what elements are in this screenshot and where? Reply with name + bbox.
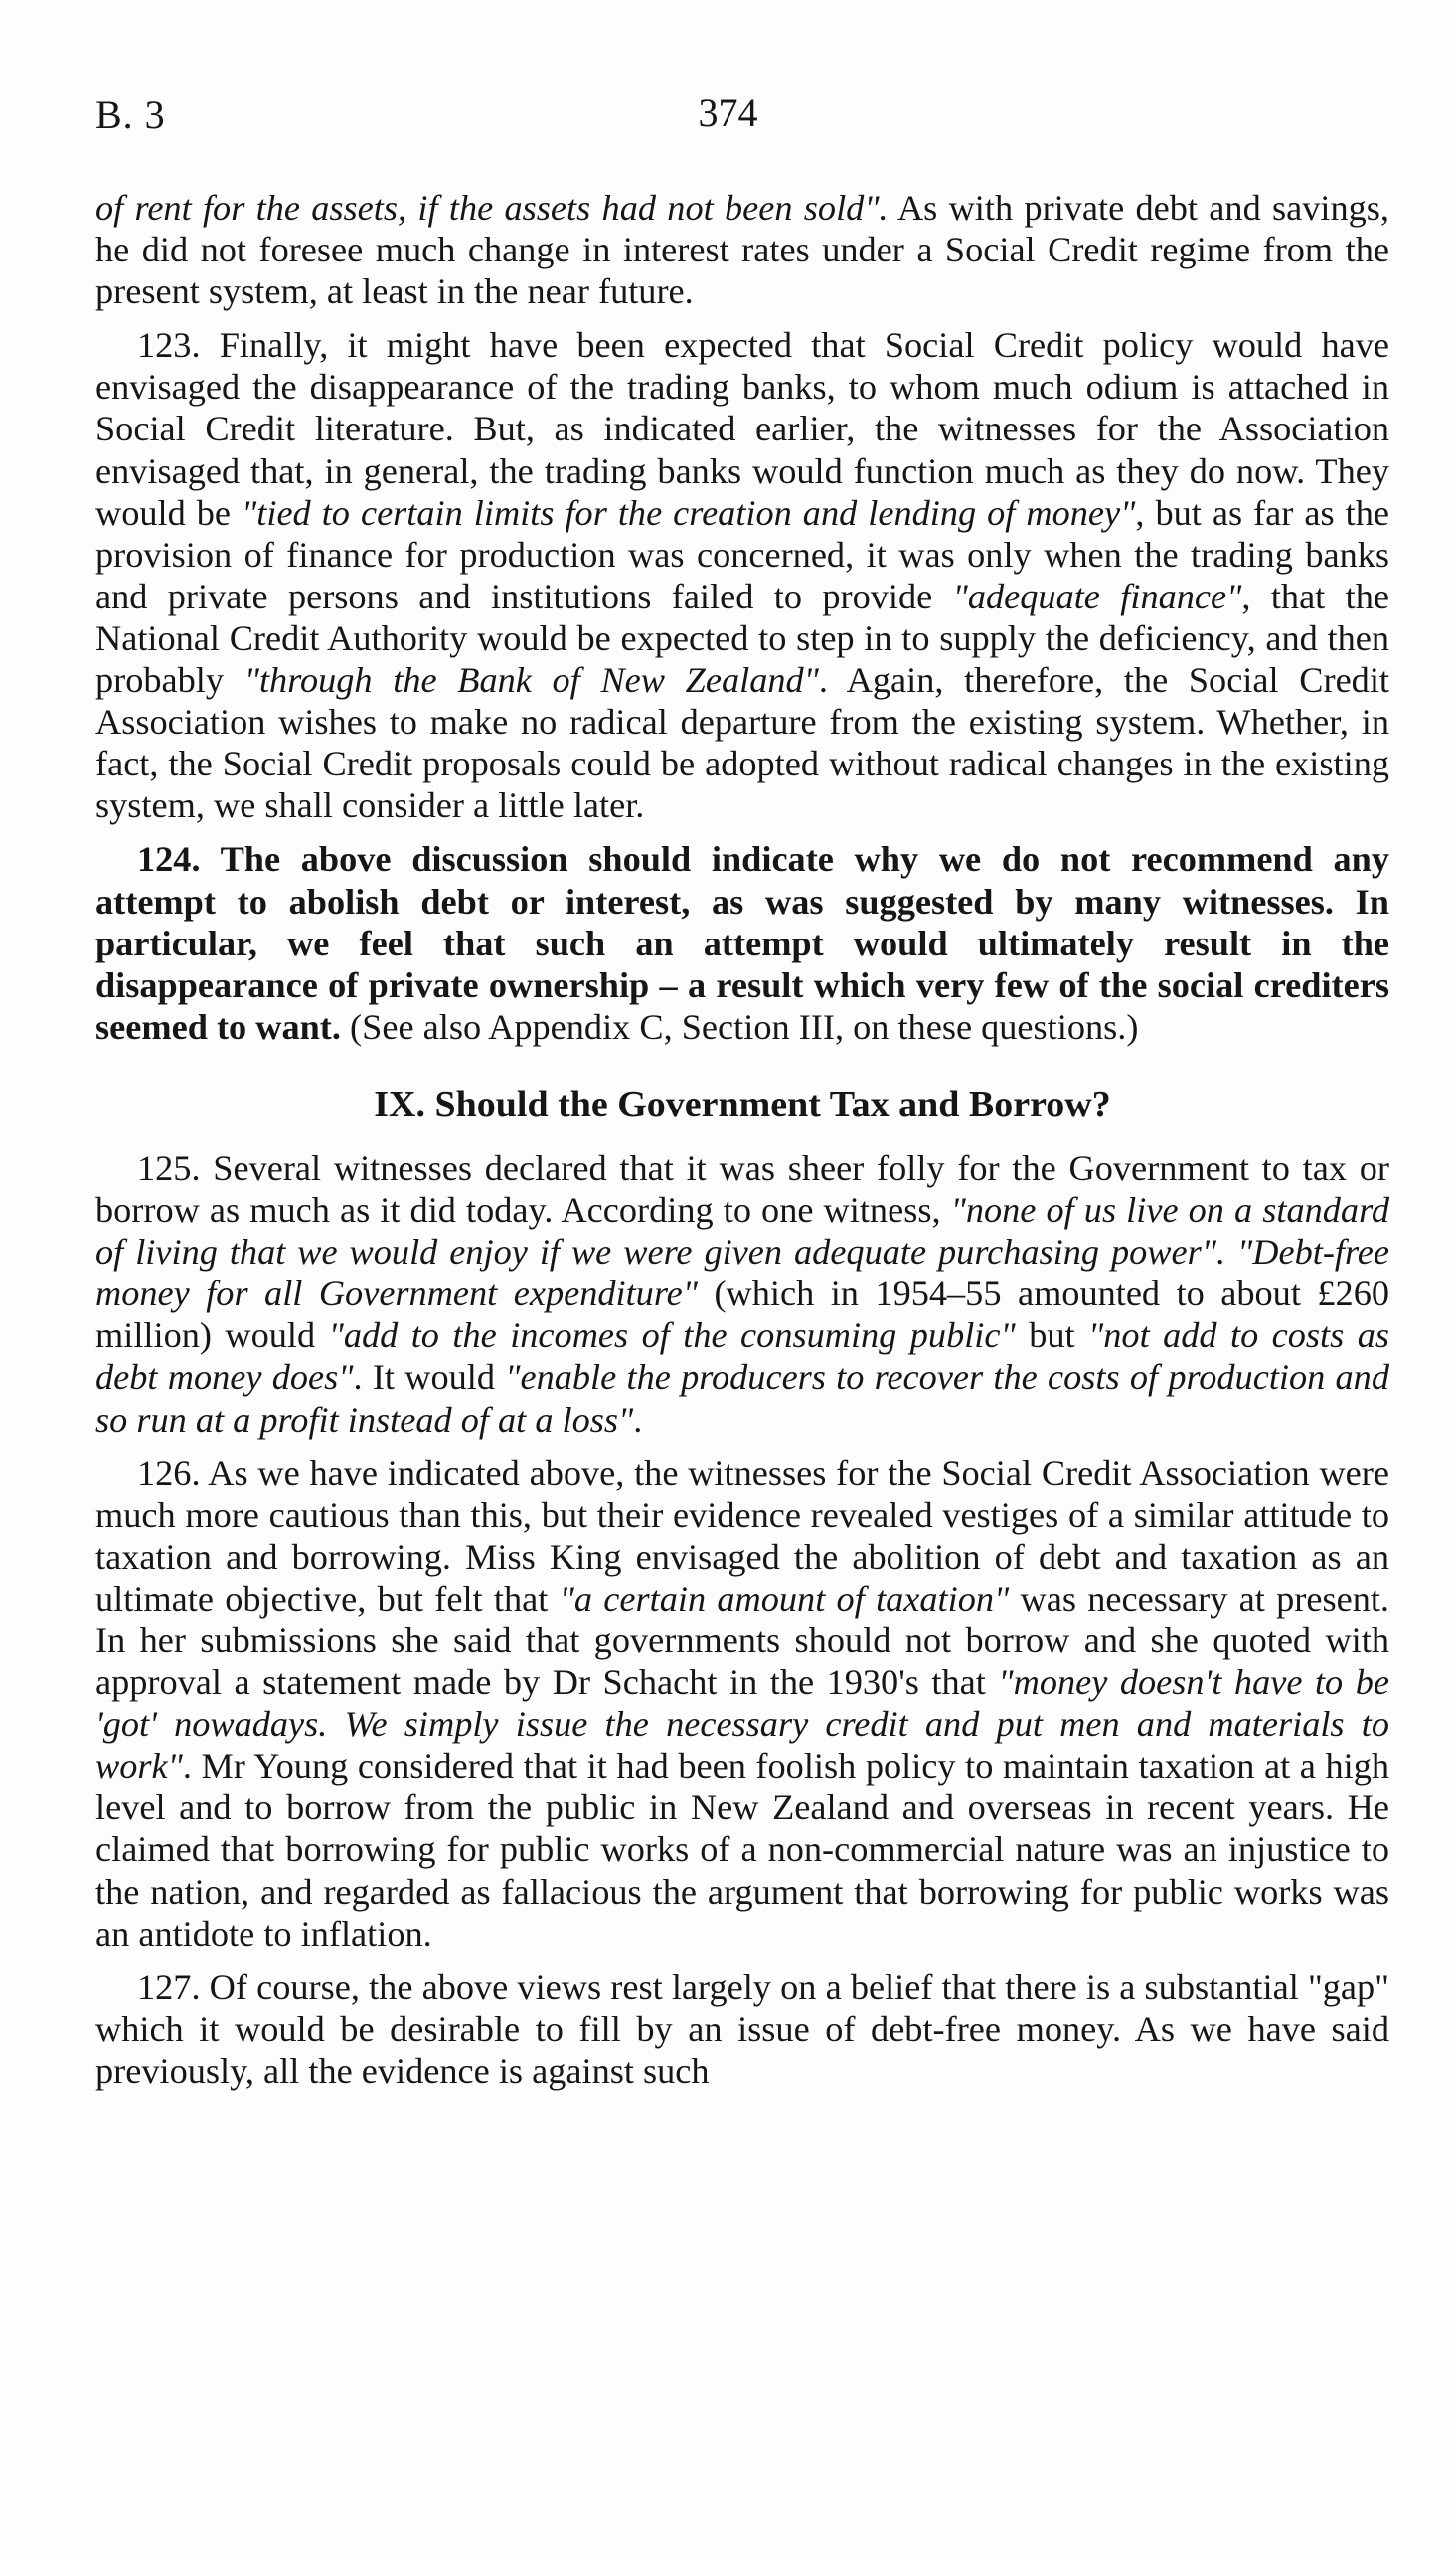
text-span: (See also Appendix C, Section III, on these questions.) — [340, 1006, 1139, 1047]
paragraph-127 — [95, 1966, 1389, 2092]
text-span: . Again, therefore, the Social Credit Association wishes to make no radical departure from the existing system. Whether, in fact, the Social Credit proposals could be adopted without radical changes in the existing system, we shall consider a little later. — [95, 660, 1389, 826]
report-code: B. 3 — [95, 92, 166, 137]
text-span: . Mr Young considered that it had been foolish policy to maintain taxation at a high level and to borrow from the public in New Zealand and overseas in recent years. He claimed that borrowing for public works of a non-commercial nature was an injustice to the nation, and regarded as fallacious the argument that borrowing for public works was an antidote to inflation. — [95, 1746, 1389, 1954]
text-span: As with private debt and savings, he did not foresee much change in interest rates under a Social Credit regime from the present system, at least in the near future. — [95, 188, 1389, 312]
quote-span: "none of us live on a standard of living that we would enjoy if we were given adequate purchasing power". "Debt-free money for all Government expenditure" — [95, 1190, 1389, 1314]
page-number: 374 — [698, 90, 758, 135]
text-span: 126. As we have indicated above, the witnesses for the Social Credit Association were much more cautious than this, but their evidence revealed vestiges of a similar attitude to taxation and borrowing. Miss King envisaged the abolition of debt and taxation as an ultimate objective, but felt that — [95, 1452, 1389, 1619]
text-span: was necessary at present. In her submissions she said that governments should not borrow and she quoted with approval a statement made by Dr Schacht in the 1930's that — [95, 1578, 1390, 1703]
text-span: , but as far as the provision of finance for production was concerned, it was only when the trading banks and private persons and institutions failed to provide — [95, 492, 1389, 616]
quote-span: of rent for the assets, if the assets had not been sold". — [95, 188, 889, 228]
text-span: . — [633, 1399, 643, 1440]
paragraph-125 — [95, 1147, 1389, 1441]
paragraph-123 — [95, 324, 1389, 826]
bold-span: 124. The above discussion should indicate why we do not recommend any attempt to abolish debt or interest, as was suggested by many witnesses. In particular, we feel that such an attempt would ultimately result in the disappearance of private ownership – a result which very few of the social crediters seemed to want. — [95, 839, 1389, 1047]
quote-span: "not add to costs as debt money does" — [95, 1315, 1389, 1398]
text-span: 125. Several witnesses declared that it was sheer folly for the Government to tax or borrow as much as it did today. According to one witness, — [95, 1147, 1389, 1231]
paragraph-124 — [95, 838, 1389, 1047]
text-span: (which in 1954–55 amounted to about £260 million) would — [95, 1274, 1389, 1356]
quote-span: "through the Bank of New Zealand" — [243, 660, 819, 701]
text-span: . It would — [353, 1357, 506, 1398]
section-heading: IX. Should the Government Tax and Borrow? — [374, 1083, 1111, 1125]
quote-span: "money doesn't have to be 'got' nowadays. We simply issue the necessary credit and put men and materials to work" — [95, 1662, 1389, 1787]
text-span: , that the National Credit Authority would be expected to step in to supply the deficiency, and then probably — [95, 576, 1389, 701]
quote-span: "tied to certain limits for the creation and lending of money" — [242, 492, 1136, 533]
quote-span: "add to the incomes of the consuming public" — [328, 1315, 1016, 1356]
text-span: but — [1015, 1315, 1089, 1356]
quote-span: "a certain amount of taxation" — [559, 1578, 1010, 1619]
text-span: 123. Finally, it might have been expected that Social Credit policy would have envisaged the disappearance of the trading banks, to whom much odium is attached in Social Credit literature. But, as indicated earlier, the witnesses for the Association envisaged that, in general, the trading banks would function much as they do now. They would be — [95, 325, 1389, 533]
body-text — [95, 187, 1389, 2104]
text-span: 127. Of course, the above views rest largely on a belief that there is a substantial "gap" which it would be desirable to fill by an issue of debt-free money. As we have said previously, all the evidence is against such — [95, 1966, 1389, 2091]
paragraph-122-continued — [95, 187, 1389, 312]
paragraph-126 — [95, 1452, 1389, 1955]
quote-span: "enable the producers to recover the costs of production and so run at a profit instead of at a loss" — [95, 1357, 1389, 1440]
quote-span: "adequate finance" — [952, 576, 1242, 616]
